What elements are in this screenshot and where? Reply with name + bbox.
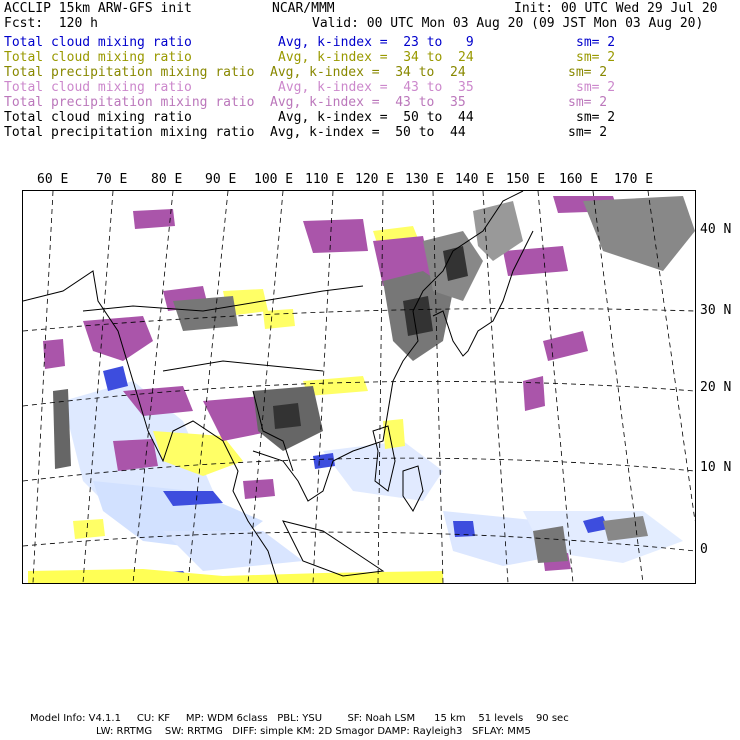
legend-avg: Avg, k-index = 34 to 24 [278, 50, 474, 65]
lon-label: 120 E [355, 172, 395, 187]
legend-avg: Avg, k-index = 43 to 35 [278, 80, 474, 95]
legend-avg: Avg, k-index = 50 to 44 [278, 110, 474, 125]
legend-sm: sm= 2 [568, 125, 608, 140]
lon-label: 160 E [559, 172, 599, 187]
legend-sm: sm= 2 [568, 65, 608, 80]
gray-area [173, 296, 238, 331]
legend-avg: Avg, k-index = 43 to 35 [270, 95, 466, 110]
lat-label: 20 N [700, 380, 732, 395]
lon-label: 70 E [96, 172, 128, 187]
lat-label: 0 [700, 542, 708, 557]
purple-cell [543, 331, 588, 361]
lon-label: 90 E [205, 172, 237, 187]
lon-line [33, 191, 53, 583]
lon-label: 130 E [405, 172, 445, 187]
lon-label: 170 E [614, 172, 654, 187]
purple-cell [243, 479, 275, 499]
legend-avg: Avg, k-index = 23 to 9 [278, 35, 474, 50]
yellow-area [263, 309, 295, 329]
map-panel [22, 190, 696, 584]
model-info-line1: Model Info: V4.1.1 CU: KF MP: WDM 6class PBL: YSU SF: Noah LSM 15 km 51 levels 90 sec [30, 713, 569, 724]
purple-cell [303, 219, 368, 253]
light-blue-area [163, 531, 303, 571]
legend-field: Total cloud mixing ratio [4, 35, 192, 50]
lon-label: 100 E [254, 172, 294, 187]
valid-time: Valid: 00 UTC Mon 03 Aug 20 (09 JST Mon 03 Aug 20) [312, 16, 704, 31]
lon-label: 110 E [305, 172, 345, 187]
lat-label: 40 N [700, 222, 732, 237]
yellow-area [73, 519, 105, 539]
lon-label: 150 E [506, 172, 546, 187]
init-time: Init: 00 UTC Wed 29 Jul 20 [514, 1, 718, 16]
center-label: NCAR/MMM [272, 1, 335, 16]
legend-field: Total cloud mixing ratio [4, 80, 192, 95]
legend-sm: sm= 2 [576, 110, 616, 125]
legend-sm: sm= 2 [576, 80, 616, 95]
lat-label: 30 N [700, 303, 732, 318]
purple-cell [113, 439, 158, 471]
purple-cell [523, 376, 545, 411]
gray-area [583, 196, 695, 271]
legend-field: Total precipitation mixing ratio [4, 65, 255, 80]
legend-avg: Avg, k-index = 34 to 24 [270, 65, 466, 80]
legend-field: Total precipitation mixing ratio [4, 125, 255, 140]
legend-sm: sm= 2 [568, 95, 608, 110]
legend-field: Total cloud mixing ratio [4, 110, 192, 125]
lon-label: 60 E [37, 172, 69, 187]
gray-area [533, 526, 568, 563]
blue-cell [313, 453, 335, 469]
model-info-line2: LW: RRTMG SW: RRTMG DIFF: simple KM: 2D Smagor DAMP: Rayleigh3 SFLAY: MM5 [96, 726, 531, 737]
light-blue-area [323, 441, 443, 501]
legend-sm: sm= 2 [576, 35, 616, 50]
legend-field: Total precipitation mixing ratio [4, 95, 255, 110]
model-title: ACCLIP 15km ARW-GFS init [4, 1, 192, 16]
lat-label: 10 N [700, 460, 732, 475]
forecast-map [23, 191, 695, 583]
legend-sm: sm= 2 [576, 50, 616, 65]
purple-cell [133, 209, 175, 229]
legend-field: Total cloud mixing ratio [4, 50, 192, 65]
border [163, 361, 323, 371]
lon-line [248, 191, 283, 583]
forecast-hour: Fcst: 120 h [4, 16, 98, 31]
dark-gray-area [273, 403, 301, 429]
purple-cell [43, 339, 65, 369]
lon-label: 80 E [151, 172, 183, 187]
lon-label: 140 E [455, 172, 495, 187]
purple-cell [83, 316, 153, 361]
legend-avg: Avg, k-index = 50 to 44 [270, 125, 466, 140]
island [283, 521, 383, 576]
